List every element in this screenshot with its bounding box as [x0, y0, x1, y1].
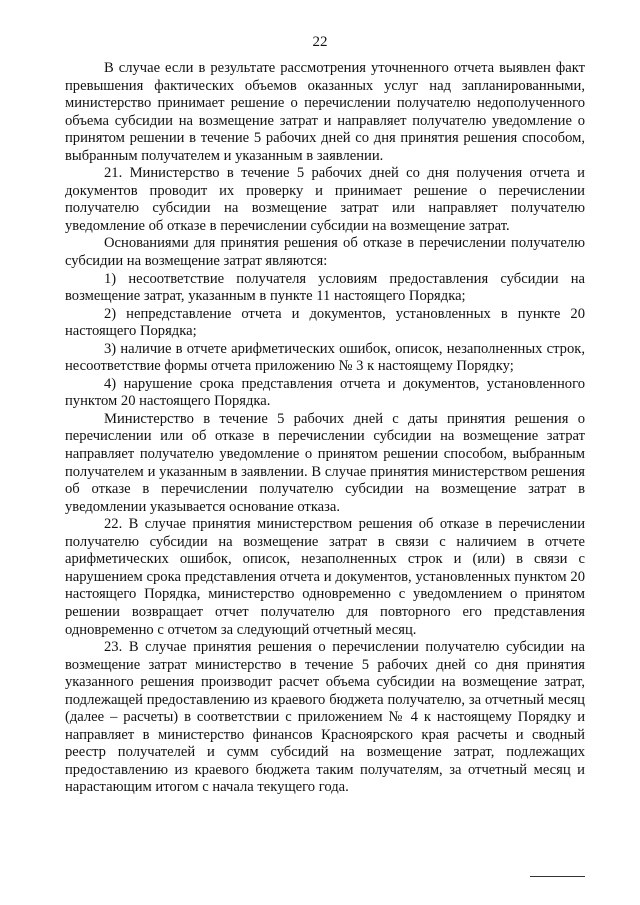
paragraph-23: 23. В случае принятия решения о перечислении получателю субсидии на возмещение затрат министерство в течение 5 рабочих дней со дня принятия указанного решения производит расчет объема субсидии на возмещение затрат, подлежащей предоставлению из краевого бюджета получателю, за отчетный месяц (далее – расчеты) в соответствии с приложением № 4 к настоящему Порядку и направляет в министерство финансов Красноярского края расчеты и сводный реестр получателей и сумм субсидий на возмещение затрат, подлежащих предоставлению из краевого бюджета таким получателям, за отчетный месяц и нарастающим итогом с начала текущего года. [65, 639, 585, 796]
list-item-3: 3) наличие в отчете арифметических ошибок, описок, незаполненных строк, несоответствие формы отчета приложению № 3 к настоящему Порядку; [65, 340, 585, 375]
paragraph-refund-underpaid: В случае если в результате рассмотрения уточненного отчета выявлен факт превышения фактических объемов оказанных услуг над запланированными, министерство принимает решение о перечислении получателю недополученного объема субсидии на возмещение затрат и направляет получателю уведомление о принятом решении в течение 5 рабочих дней со дня принятия решения способом, выбранным получателем и указанным в заявлении. [65, 60, 585, 164]
page-number: 22 [312, 34, 328, 50]
footer-divider [530, 876, 585, 877]
paragraph-21: 21. Министерство в течение 5 рабочих дней со дня получения отчета и документов проводит их проверку и принимает решение о перечислении получателю субсидии на возмещение затрат или направляет получателю уведомление об отказе в перечислении субсидии на возмещение затрат. [65, 165, 585, 234]
paragraph-notification: Министерство в течение 5 рабочих дней с даты принятия решения о перечислении или об отказе в перечислении субсидии на возмещение затрат направляет получателю уведомление о принятом решении способом, выбранным получателем и указанным в заявлении. В случае принятия министерством решения об отказе в перечислении получателю субсидии на возмещение затрат в уведомлении указывается основание отказа. [65, 410, 585, 515]
list-item-4: 4) нарушение срока представления отчета и документов, установленного пунктом 20 настоящего Порядка. [65, 375, 585, 410]
document-body [65, 60, 585, 797]
list-item-1: 1) несоответствие получателя условиям предоставления субсидии на возмещение затрат, указанным в пункте 11 настоящего Порядка; [65, 270, 585, 305]
paragraph-22: 22. В случае принятия министерством решения об отказе в перечислении получателю субсидии на возмещение затрат в связи с наличием в отчете арифметических ошибок, описок, незаполненных строк и (или) в связи с нарушением срока представления отчета и документов, установленных пунктом 20 настоящего Порядка, министерство одновременно с уведомлением о принятом решении возвращает отчет получателю для повторного его представления одновременно с отчетом за следующий отчетный месяц. [65, 516, 585, 638]
list-item-2: 2) непредставление отчета и документов, установленных в пункте 20 настоящего Порядка; [65, 305, 585, 340]
paragraph-refusal-grounds: Основаниями для принятия решения об отказе в перечислении получателю субсидии на возмещение затрат являются: [65, 235, 585, 270]
